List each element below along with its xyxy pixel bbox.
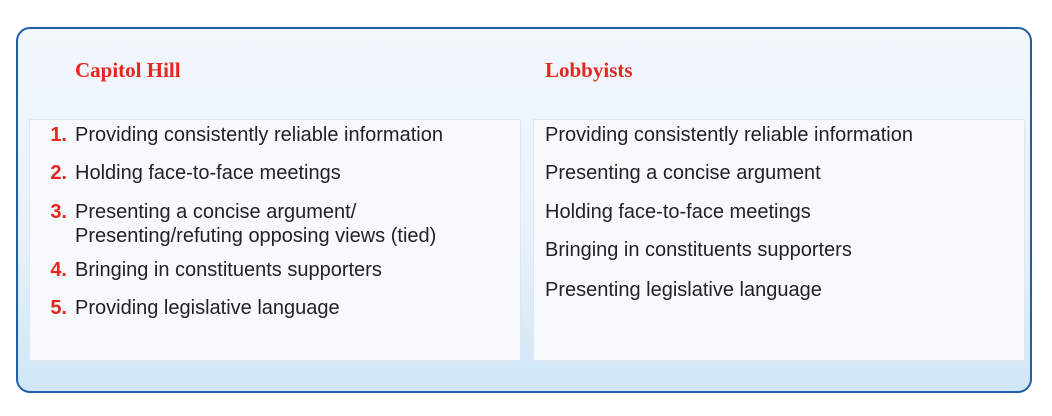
rank-number: 1. (50, 124, 67, 146)
capitol-hill-heading: Capitol Hill (75, 58, 181, 82)
rank-number: 5. (50, 297, 67, 319)
list-item-text: Providing consistently reliable information (75, 124, 443, 146)
list-item: Presenting legislative language (545, 279, 822, 301)
list-item-text: Holding face-to-face meetings (75, 162, 341, 184)
list-item (50, 258, 382, 282)
list-item: Holding face-to-face meetings (545, 201, 811, 223)
rank-number: 3. (50, 201, 67, 223)
list-item (50, 123, 443, 147)
list-item-text-line-2: Presenting/refuting opposing views (tied) (75, 225, 437, 247)
lobbyists-panel (533, 119, 1025, 361)
list-item-text: Providing legislative language (75, 297, 340, 319)
list-item: Presenting a concise argument (545, 162, 821, 184)
list-item (50, 161, 341, 185)
list-item-text: Bringing in constituents supporters (75, 259, 382, 281)
list-item (50, 296, 340, 320)
list-item: Bringing in constituents supporters (545, 239, 852, 261)
list-item (50, 200, 437, 248)
list-item-text-line-1: Presenting a concise argument/ (75, 201, 357, 223)
list-item: Providing consistently reliable information (545, 124, 913, 146)
rank-number: 2. (50, 162, 67, 184)
capitol-hill-panel (29, 119, 521, 361)
rank-number: 4. (50, 259, 67, 281)
lobbyists-heading: Lobbyists (545, 58, 633, 82)
